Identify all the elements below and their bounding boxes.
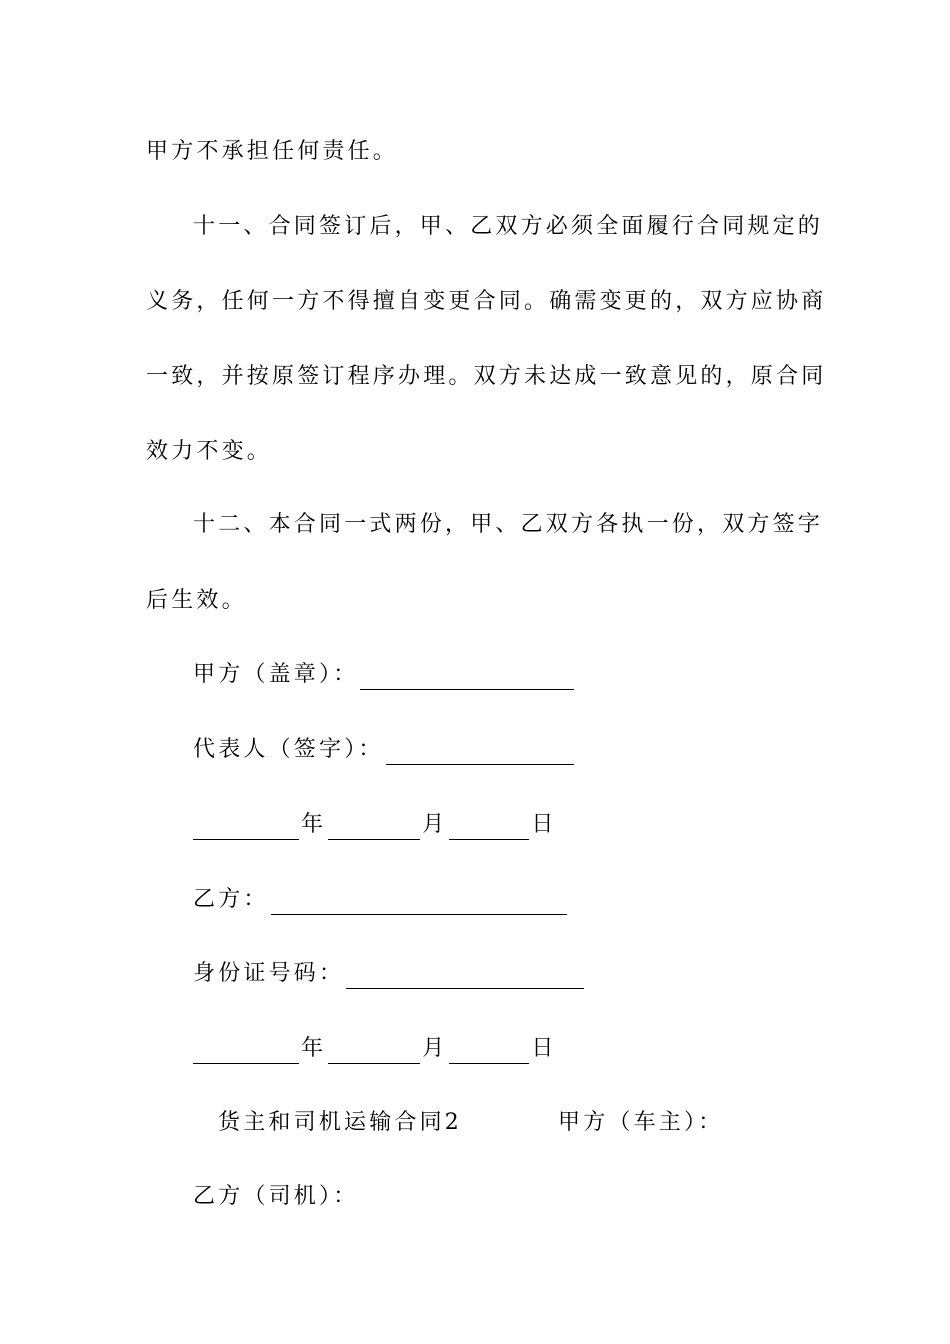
id-number-row xyxy=(193,959,586,989)
id-number-label: 身份证号码： xyxy=(193,961,345,986)
clause-11-line: 十一、合同签订后，甲、乙双方必须全面履行合同规定的 xyxy=(193,214,824,239)
clause-12-line: 后生效。 xyxy=(146,588,247,613)
day-field[interactable] xyxy=(449,1041,529,1064)
year-field[interactable] xyxy=(193,817,299,840)
year-label: 年 xyxy=(301,1036,327,1061)
representative-row xyxy=(193,735,576,765)
clause-12-line: 十二、本合同一式两份，甲、乙双方各执一份，双方签字 xyxy=(193,512,824,537)
day-label: 日 xyxy=(531,1036,557,1061)
party-b-label: 乙方： xyxy=(193,887,269,912)
next-contract-party-b-label: 乙方（司机）： xyxy=(193,1184,359,1209)
representative-signature-field[interactable] xyxy=(386,742,574,765)
year-field[interactable] xyxy=(193,1041,299,1064)
month-label: 月 xyxy=(422,812,448,837)
day-label: 日 xyxy=(531,812,557,837)
month-field[interactable] xyxy=(328,1041,420,1064)
party-b-date-row xyxy=(193,1034,557,1064)
next-contract-title: 货主和司机运输合同2 xyxy=(218,1110,462,1135)
id-number-field[interactable] xyxy=(346,966,584,989)
party-a-seal-label: 甲方（盖章）： xyxy=(193,662,359,687)
party-b-row xyxy=(193,885,569,915)
month-label: 月 xyxy=(422,1036,448,1061)
party-b-field[interactable] xyxy=(271,892,567,915)
clause-11-line: 义务，任何一方不得擅自变更合同。确需变更的，双方应协商 xyxy=(146,289,827,314)
paragraph-line: 甲方不承担任何责任。 xyxy=(146,139,399,164)
day-field[interactable] xyxy=(449,817,529,840)
next-contract-party-a-label: 甲方（车主）： xyxy=(558,1110,724,1135)
party-a-seal-field[interactable] xyxy=(360,667,574,690)
year-label: 年 xyxy=(301,812,327,837)
month-field[interactable] xyxy=(328,817,420,840)
representative-label: 代表人（签字）： xyxy=(193,737,384,762)
clause-11-line: 效力不变。 xyxy=(146,439,273,464)
party-a-seal-row xyxy=(193,660,576,690)
party-a-date-row xyxy=(193,810,557,840)
clause-11-line: 一致，并按原签订程序办理。双方未达成一致意见的，原合同 xyxy=(146,364,827,389)
